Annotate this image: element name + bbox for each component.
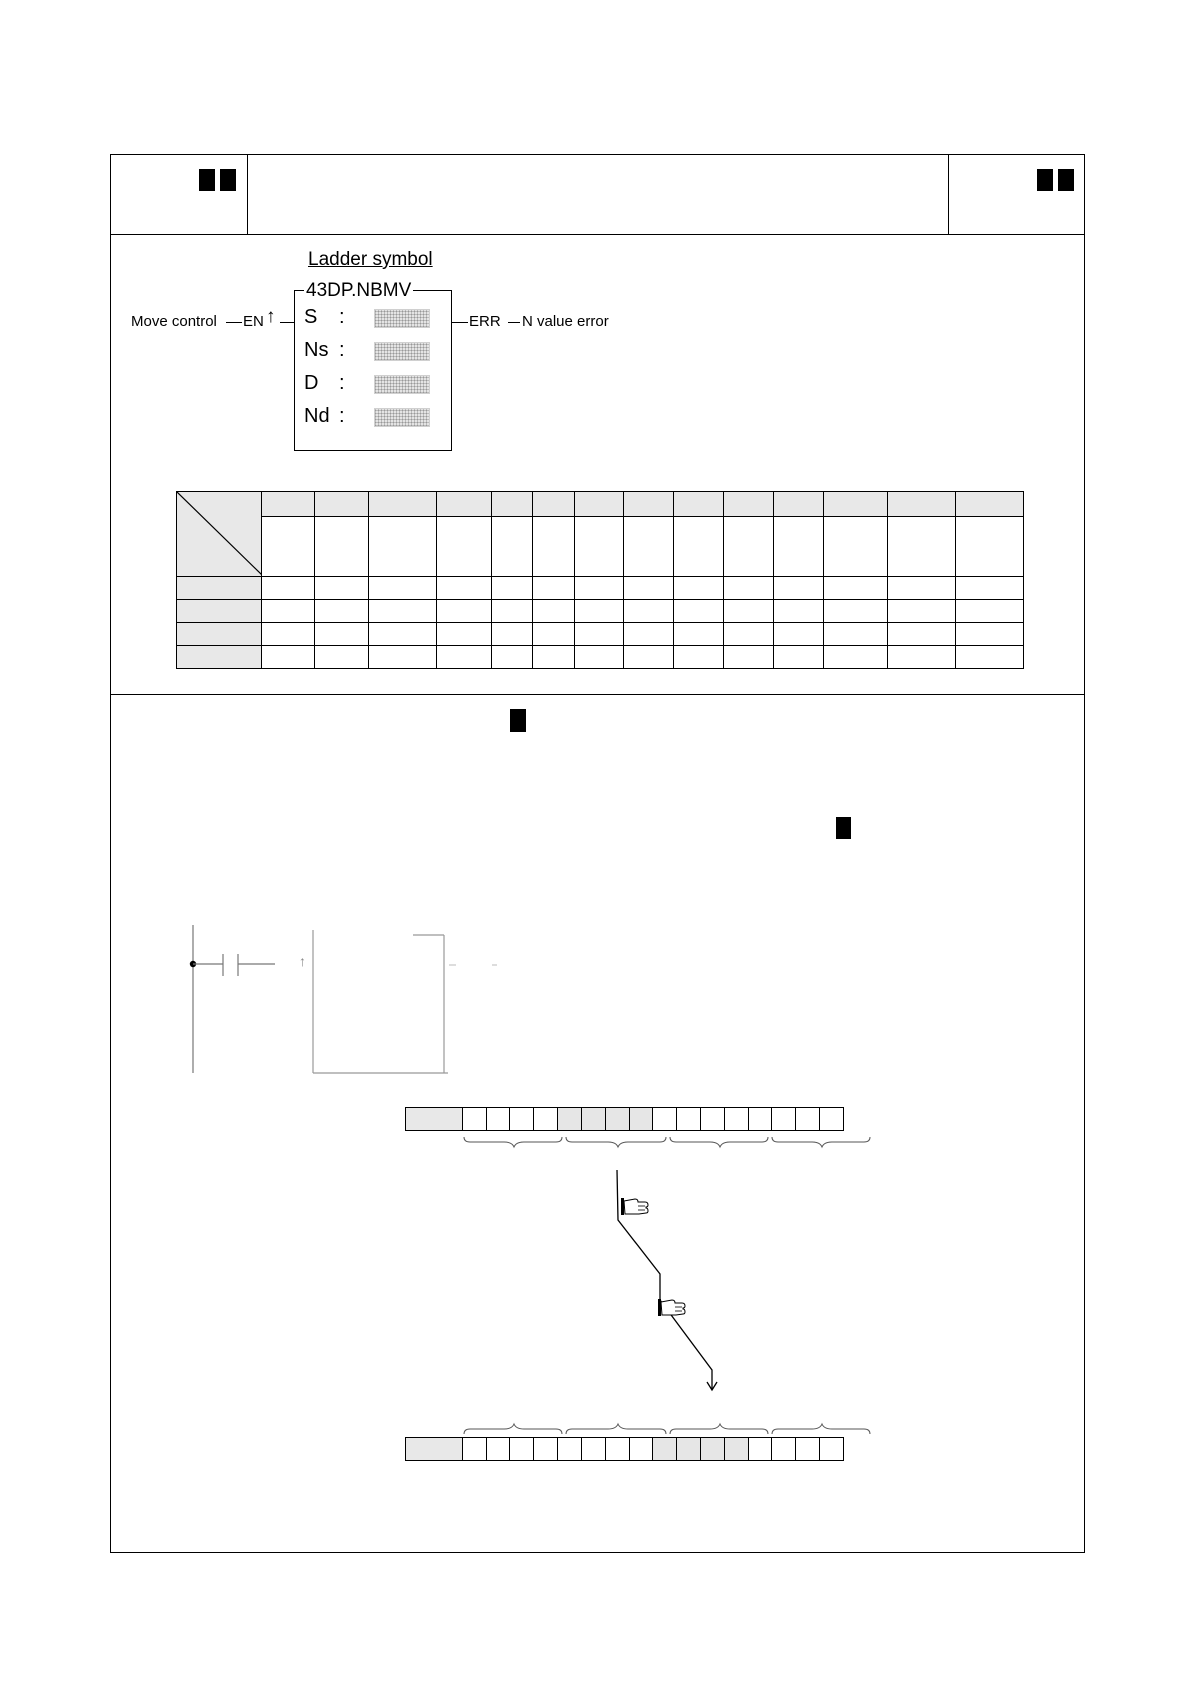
source-bit-highlighted	[557, 1107, 582, 1131]
dest-bit-highlighted	[676, 1437, 701, 1461]
example-ladder	[180, 925, 520, 1075]
dest-bit	[771, 1437, 796, 1461]
dest-bit-highlighted	[652, 1437, 677, 1461]
output-wire-1	[452, 322, 468, 323]
header-divider-right	[948, 154, 949, 234]
dest-bit	[533, 1437, 558, 1461]
dest-bit	[509, 1437, 534, 1461]
description-mark-2	[836, 817, 851, 839]
source-bit	[771, 1107, 796, 1131]
header-right-mark-1	[1037, 169, 1053, 191]
source-bit	[700, 1107, 725, 1131]
source-bit	[748, 1107, 773, 1131]
operand-d-name: D	[304, 372, 319, 394]
source-bit	[462, 1107, 487, 1131]
source-bit-highlighted	[629, 1107, 654, 1131]
hand-pointer-icon	[658, 1297, 686, 1319]
output-pin: ERR	[469, 313, 501, 330]
section-divider	[110, 694, 1085, 695]
header-left-mark-1	[199, 169, 215, 191]
source-bit	[533, 1107, 558, 1131]
output-wire-2	[508, 322, 520, 323]
header-right-mark-2	[1058, 169, 1074, 191]
hand-pointer-icon	[621, 1196, 649, 1218]
dest-bit-highlighted	[724, 1437, 749, 1461]
source-nibble-braces	[460, 1135, 880, 1155]
input-wire-1	[226, 322, 242, 323]
operand-nd-field	[374, 408, 430, 427]
source-bit	[509, 1107, 534, 1131]
operand-s-field	[374, 309, 430, 328]
dest-bit	[462, 1437, 487, 1461]
operand-s-name: S	[304, 306, 318, 328]
operand-ns-field	[374, 342, 430, 361]
dest-bit	[819, 1437, 844, 1461]
source-bit	[819, 1107, 844, 1131]
dest-nibble-braces	[460, 1416, 880, 1436]
device-table	[176, 491, 1024, 669]
header-bottom-rule	[110, 234, 1085, 235]
dest-bit-word	[405, 1437, 844, 1461]
output-label: N value error	[522, 313, 609, 330]
table-row	[177, 623, 1024, 646]
dest-bit	[748, 1437, 773, 1461]
table-row	[177, 646, 1024, 669]
dest-bit	[629, 1437, 654, 1461]
dest-bit	[605, 1437, 630, 1461]
dest-bit	[557, 1437, 582, 1461]
source-bit-highlighted	[581, 1107, 606, 1131]
page-frame	[110, 154, 1085, 1553]
table-row	[177, 577, 1024, 600]
source-bit	[676, 1107, 701, 1131]
input-wire-2	[280, 322, 294, 323]
header-divider-left	[247, 154, 248, 234]
operand-ns-name: Ns	[304, 339, 329, 361]
operand-s-sep: :	[339, 306, 345, 328]
header-left-mark-2	[220, 169, 236, 191]
ladder-symbol-title: Ladder symbol	[308, 249, 433, 270]
table-corner	[177, 492, 262, 577]
dest-bit	[795, 1437, 820, 1461]
dest-word-label-cell	[405, 1437, 463, 1461]
source-bit	[652, 1107, 677, 1131]
operand-nd-name: Nd	[304, 405, 330, 427]
function-name: 43DP.NBMV	[306, 280, 412, 301]
operand-d-field	[374, 375, 430, 394]
dest-bit	[486, 1437, 511, 1461]
dest-bit-highlighted	[700, 1437, 725, 1461]
source-bit	[486, 1107, 511, 1131]
source-bit	[724, 1107, 749, 1131]
edge-marker: ↑	[266, 306, 276, 327]
operand-d-sep: :	[339, 372, 345, 394]
description-mark-1	[510, 709, 526, 732]
source-bit-highlighted	[605, 1107, 630, 1131]
source-word-label-cell	[405, 1107, 463, 1131]
source-bit-word	[405, 1107, 844, 1131]
operand-nd-sep: :	[339, 405, 345, 427]
operand-ns-sep: :	[339, 339, 345, 361]
dest-bit	[581, 1437, 606, 1461]
source-bit	[795, 1107, 820, 1131]
input-pin: EN	[243, 313, 264, 330]
corner-diagonal	[177, 492, 262, 575]
example-edge-marker: ↑	[299, 953, 306, 969]
table-row	[177, 600, 1024, 623]
input-label: Move control	[131, 313, 217, 330]
